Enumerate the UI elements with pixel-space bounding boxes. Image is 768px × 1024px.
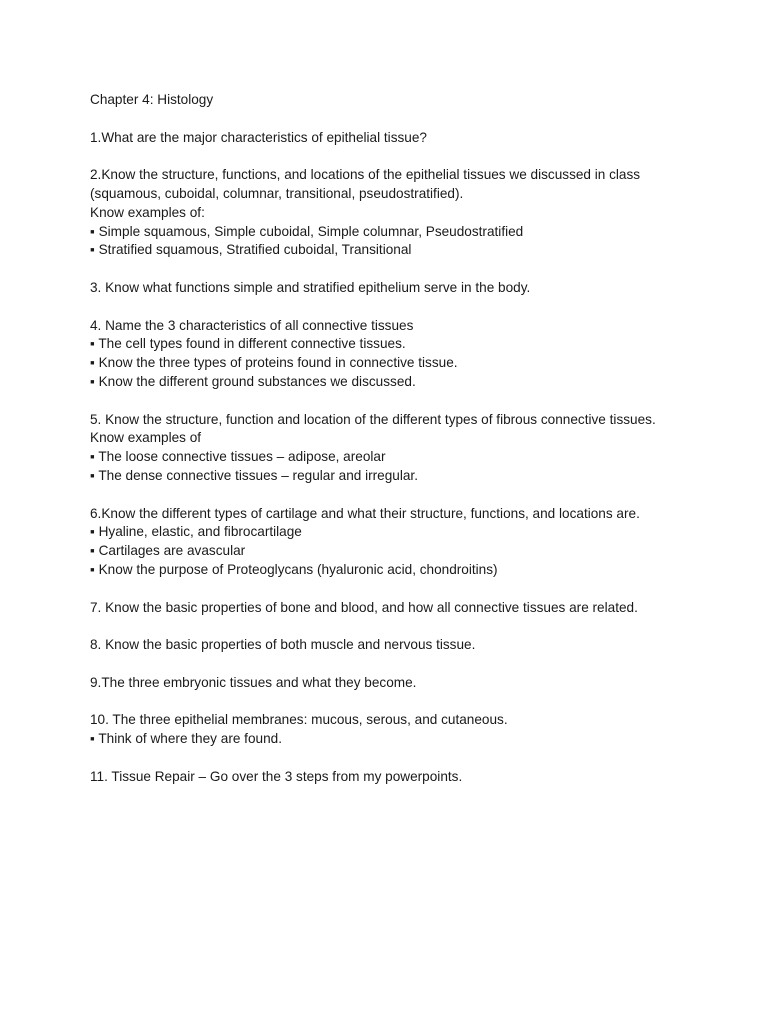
question-9: [90, 674, 750, 693]
question-4: [90, 317, 750, 392]
question-line: 5. Know the structure, function and location of the different types of fibrous connective tissues.: [90, 411, 656, 427]
question-line: Know examples of: [90, 430, 202, 446]
document-title: Chapter 4: Histology: [90, 92, 214, 107]
question-1: [90, 129, 750, 148]
question-line: 1.What are the major characteristics of epithelial tissue?: [90, 129, 427, 145]
spacer: [90, 580, 750, 599]
bullet-item: ▪ The cell types found in different connective tissues.: [90, 336, 406, 352]
spacer: [90, 749, 750, 768]
question-line: 2.Know the structure, functions, and locations of the epithelial tissues we discussed in class: [90, 167, 641, 183]
question-11: [90, 768, 750, 787]
question-line: 3. Know what functions simple and stratified epithelium serve in the body.: [90, 279, 531, 295]
question-8: [90, 636, 750, 655]
question-10: [90, 711, 750, 749]
bullet-item: ▪ Know the different ground substances we discussed.: [90, 373, 416, 389]
question-line: 6.Know the different types of cartilage and what their structure, functions, and locations are.: [90, 505, 640, 521]
document-page: [90, 91, 750, 786]
question-line: 10. The three epithelial membranes: mucous, serous, and cutaneous.: [90, 712, 508, 728]
spacer: [90, 655, 750, 674]
question-7: [90, 599, 750, 618]
bullet-item: ▪ Cartilages are avascular: [90, 543, 246, 559]
spacer: [90, 260, 750, 279]
spacer: [90, 298, 750, 317]
question-line: 9.The three embryonic tissues and what they become.: [90, 674, 417, 690]
question-line: Know examples of:: [90, 204, 205, 220]
bullet-item: ▪ Know the three types of proteins found in connective tissue.: [90, 355, 458, 371]
spacer: [90, 392, 750, 411]
bullet-item: ▪ Hyaline, elastic, and fibrocartilage: [90, 524, 302, 540]
bullet-item: ▪ Stratified squamous, Stratified cuboidal, Transitional: [90, 242, 412, 258]
bullet-item: ▪ Simple squamous, Simple cuboidal, Simple columnar, Pseudostratified: [90, 223, 524, 239]
spacer: [90, 486, 750, 505]
spacer: [90, 617, 750, 636]
question-3: [90, 279, 750, 298]
question-2: [90, 166, 750, 260]
bullet-item: ▪ The dense connective tissues – regular and irregular.: [90, 467, 418, 483]
question-line: 11. Tissue Repair – Go over the 3 steps from my powerpoints.: [90, 768, 463, 784]
bullet-item: ▪ The loose connective tissues – adipose, areolar: [90, 449, 386, 465]
question-line: 4. Name the 3 characteristics of all connective tissues: [90, 317, 414, 333]
question-5: [90, 411, 750, 486]
question-line: (squamous, cuboidal, columnar, transitional, pseudostratified).: [90, 185, 464, 201]
question-line: 8. Know the basic properties of both muscle and nervous tissue.: [90, 637, 476, 653]
bullet-item: ▪ Think of where they are found.: [90, 731, 282, 747]
question-line: 7. Know the basic properties of bone and blood, and how all connective tissues are related.: [90, 599, 638, 615]
bullet-item: ▪ Know the purpose of Proteoglycans (hyaluronic acid, chondroitins): [90, 561, 498, 577]
spacer: [90, 110, 750, 129]
spacer: [90, 693, 750, 712]
spacer: [90, 147, 750, 166]
question-6: [90, 505, 750, 580]
